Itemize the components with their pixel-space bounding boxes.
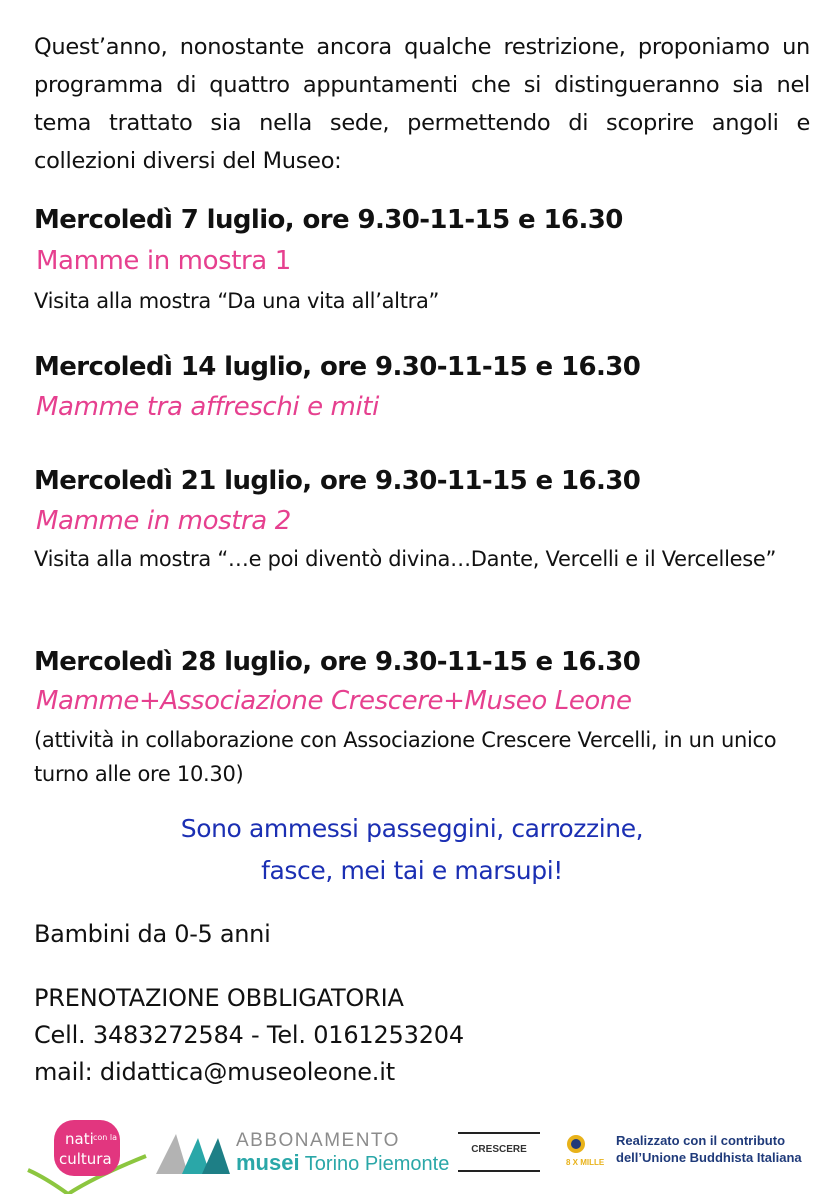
torino-piemonte-text: Torino Piemonte	[304, 1153, 450, 1175]
nati-con-la-cultura-logo	[26, 1118, 148, 1194]
abbonamento-text: ABBONAMENTO	[236, 1130, 400, 1151]
nati-line2: cultura	[59, 1150, 112, 1168]
mail-address[interactable]: mail: didattica@museoleone.it	[34, 1058, 395, 1086]
unione-buddhista-logo	[564, 1130, 814, 1170]
event-3-title: Mamme in mostra 2	[36, 506, 291, 536]
crescere-logo	[458, 1132, 540, 1172]
ubi-mark-text: 8 X MILLE	[566, 1158, 605, 1167]
ubi-line1: Realizzato con il contributo	[616, 1133, 786, 1148]
event-4-date: Mercoledì 28 luglio, ore 9.30-11-15 e 16.30	[34, 647, 641, 677]
event-2-date: Mercoledì 14 luglio, ore 9.30-11-15 e 16.30	[34, 352, 641, 382]
ubi-line2: dell’Unione Buddhista Italiana	[616, 1150, 802, 1165]
ubi-mark-icon	[564, 1132, 610, 1168]
event-3-description: Visita alla mostra “…e poi diventò divina…Dante, Vercelli e il Vercellese”	[34, 547, 777, 571]
ubi-text	[616, 1132, 802, 1166]
event-2-title: Mamme tra affreschi e miti	[36, 392, 379, 422]
nati-line1: nati	[65, 1130, 94, 1148]
crescere-text: CRESCERE	[471, 1144, 527, 1155]
musei-word: musei	[236, 1150, 300, 1175]
event-1-title: Mamme in mostra 1	[36, 246, 291, 276]
age-range: Bambini da 0-5 anni	[34, 920, 271, 948]
notice-line-2: fasce, mei tai e marsupi!	[261, 856, 563, 885]
nati-small: con la	[93, 1133, 118, 1142]
event-1-description: Visita alla mostra “Da una vita all’altra”	[34, 289, 440, 313]
event-1-date: Mercoledì 7 luglio, ore 9.30-11-15 e 16.30	[34, 205, 623, 235]
abbonamento-musei-logo	[152, 1126, 452, 1182]
notice-line-1: Sono ammessi passeggini, carrozzine,	[180, 814, 644, 843]
booking-required: PRENOTAZIONE OBBLIGATORIA	[34, 984, 404, 1012]
event-4-title: Mamme+Associazione Crescere+Museo Leone	[36, 686, 632, 716]
event-3-date: Mercoledì 21 luglio, ore 9.30-11-15 e 16.30	[34, 466, 641, 496]
phone-numbers: Cell. 3483272584 - Tel. 0161253204	[34, 1021, 464, 1049]
contact-block	[34, 980, 464, 1091]
musei-text	[236, 1150, 449, 1176]
event-4-description: (attività in collaborazione con Associazione Crescere Vercelli, in un unico turno alle ore 10.30)	[34, 728, 777, 786]
intro-paragraph: Quest’anno, nonostante ancora qualche restrizione, proponiamo un programma di quattro appuntamenti che si distingueranno sia nel tema trattato sia nella sede, permettendo di scoprire angoli e collezioni diversi del Museo:	[34, 34, 810, 174]
